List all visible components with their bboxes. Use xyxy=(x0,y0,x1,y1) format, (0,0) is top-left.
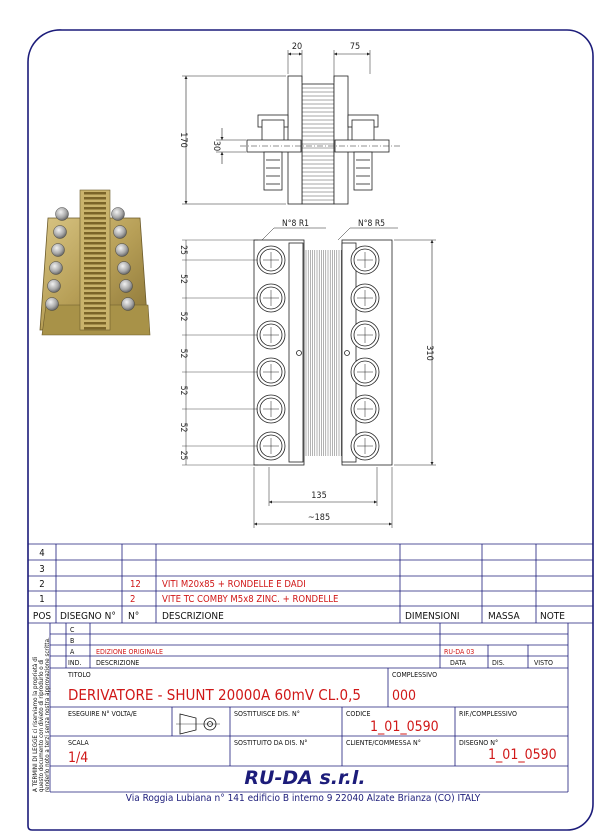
dim-front-height: 310 xyxy=(424,345,434,361)
rev-header-date: DATA xyxy=(450,659,467,667)
fin xyxy=(84,217,106,220)
bolt-icon xyxy=(46,298,59,311)
client-label: CLIENTE/COMMESSA N° xyxy=(346,739,421,747)
fin xyxy=(84,292,106,295)
rev-header-desc: DESCRIZIONE xyxy=(96,659,140,667)
bolt-head-icon xyxy=(257,246,285,274)
bolt-icon xyxy=(112,208,125,221)
legal-note-line-1: A TERMINI DI LEGGE ci riserviamo la proprietà di xyxy=(32,656,39,792)
dim-pitch-label: 52 xyxy=(178,385,188,396)
bolt-head-icon xyxy=(257,321,285,349)
bolt-icon xyxy=(56,208,69,221)
dim-height-top: 170 xyxy=(178,132,188,148)
fin xyxy=(84,277,106,280)
replaces-label: SOSTITUISCE DIS. N° xyxy=(234,710,300,718)
drawing-title: DERIVATORE - SHUNT 20000A 60mV CL.0,5 xyxy=(68,686,361,704)
company-address: Via Roggia Lubiana n° 141 edificio B interno 9 22040 Alzate Brianza (CO) ITALY xyxy=(125,793,481,804)
fin xyxy=(84,317,106,320)
parts-cell-description: VITI M20x85 + RONDELLE E DADI xyxy=(162,579,306,590)
bolt-head-icon xyxy=(257,284,285,312)
scale-label: SCALA xyxy=(68,739,89,747)
bolt-icon xyxy=(52,244,65,257)
drawing-no-value: 1_01_0590 xyxy=(488,747,557,763)
rev-b: B xyxy=(70,637,75,645)
rev-a-text: EDIZIONE ORIGINALE xyxy=(96,648,163,656)
fin xyxy=(84,242,106,245)
dim-bolt: 30 xyxy=(211,140,221,152)
assembly-value: 000 xyxy=(392,688,417,704)
fin xyxy=(84,307,106,310)
header-note: NOTE xyxy=(540,611,565,622)
dim-pitch-label: 52 xyxy=(178,274,188,284)
bolt-icon xyxy=(116,244,129,257)
fin xyxy=(84,322,106,325)
drawing-no-label: DISEGNO N° xyxy=(459,739,499,747)
header-drawing: DISEGNO N° xyxy=(60,611,116,622)
fin xyxy=(84,257,106,260)
bolt-icon xyxy=(48,280,61,293)
bolt-head-icon xyxy=(351,284,379,312)
fin xyxy=(84,227,106,230)
projection-symbol-icon xyxy=(176,714,220,734)
header-dimensions: DIMENSIONI xyxy=(405,611,460,622)
dim-outer-width: ~185 xyxy=(307,513,331,523)
parts-cell-description: VITE TC COMBY M5x8 ZINC. + RONDELLE xyxy=(162,594,339,605)
fin xyxy=(84,222,106,225)
parts-cell-qty: 2 xyxy=(130,594,136,605)
fin xyxy=(84,252,106,255)
dim-pitch-label: 52 xyxy=(178,311,188,322)
parts-cell-pos: 1 xyxy=(39,594,45,605)
fin xyxy=(84,232,106,235)
bolt-head-icon xyxy=(257,395,285,423)
front-view xyxy=(182,228,436,528)
dim-pitch-label: 52 xyxy=(178,348,188,359)
fin xyxy=(84,207,106,210)
fin xyxy=(84,237,106,240)
rev-header-drawn: DIS. xyxy=(492,659,505,667)
header-mass: MASSA xyxy=(488,611,520,622)
company-name: RU-DA s.r.l. xyxy=(244,767,366,789)
fin xyxy=(84,327,106,330)
dim-width-right: 75 xyxy=(349,42,361,52)
fin xyxy=(84,267,106,270)
scale-value: 1/4 xyxy=(68,750,89,766)
bolt-head-icon xyxy=(351,432,379,460)
bolt-icon xyxy=(118,262,131,275)
rev-c: C xyxy=(70,626,75,634)
dim-width-left: 20 xyxy=(291,42,303,52)
parts-cell-pos: 2 xyxy=(39,579,45,590)
fin xyxy=(84,282,106,285)
fin xyxy=(84,197,106,200)
fin xyxy=(84,247,106,250)
label-left: N°8 R1 xyxy=(282,219,310,229)
rev-a-ref: RU-DA 03 xyxy=(444,648,475,656)
legal-note-line-3: renderlo noto a terzi senza nostra approvazione scritta. xyxy=(44,637,51,792)
parts-cell-pos: 3 xyxy=(39,564,45,575)
code-label: CODICE xyxy=(346,710,371,718)
bolt-icon xyxy=(120,280,133,293)
fin xyxy=(84,202,106,205)
title-label: TITOLO xyxy=(68,671,91,679)
bolt-head-icon xyxy=(351,358,379,386)
bolt-head-icon xyxy=(351,395,379,423)
rev-header-checked: VISTO xyxy=(534,659,553,667)
dim-pitch-label: 25 xyxy=(178,245,188,255)
header-qty: N° xyxy=(128,611,140,622)
shunt-photo xyxy=(40,190,150,335)
dim-pitch-label: 52 xyxy=(178,422,188,433)
label-right: N°8 R5 xyxy=(358,219,386,229)
fin xyxy=(84,297,106,300)
bolt-head-icon xyxy=(351,321,379,349)
dim-inner-width: 135 xyxy=(311,491,327,501)
replaced-by-label: SOSTITUITO DA DIS. N° xyxy=(234,739,308,747)
fin xyxy=(84,302,106,305)
bolt-icon xyxy=(122,298,135,311)
dim-pitch-label: 25 xyxy=(178,450,188,461)
fin xyxy=(84,312,106,315)
executed-label: ESEGUIRE N° VOLTA/E xyxy=(68,710,137,718)
header-description: DESCRIZIONE xyxy=(162,611,224,622)
bolt-head-icon xyxy=(257,358,285,386)
legal-note xyxy=(31,637,51,792)
legal-note-line-2: questo documento con divieto di riprodurlo o di xyxy=(38,659,45,792)
parts-cell-qty: 12 xyxy=(130,579,141,590)
code-value: 1_01_0590 xyxy=(370,719,439,735)
header-pos: POS xyxy=(32,611,52,622)
rev-a: A xyxy=(70,648,75,656)
fin xyxy=(84,287,106,290)
fin xyxy=(84,212,106,215)
assembly-ref-label: RIF./COMPLESSIVO xyxy=(459,710,517,718)
rev-header-ind: IND. xyxy=(68,659,82,667)
bolt-icon xyxy=(54,226,67,239)
fin xyxy=(84,272,106,275)
fin xyxy=(84,192,106,195)
fin xyxy=(84,262,106,265)
bolt-head-icon xyxy=(351,246,379,274)
bolt-icon xyxy=(114,226,127,239)
parts-cell-pos: 4 xyxy=(39,548,45,559)
bolt-head-icon xyxy=(257,432,285,460)
bolt-icon xyxy=(50,262,63,275)
assembly-label: COMPLESSIVO xyxy=(392,671,438,679)
top-view xyxy=(182,50,400,204)
